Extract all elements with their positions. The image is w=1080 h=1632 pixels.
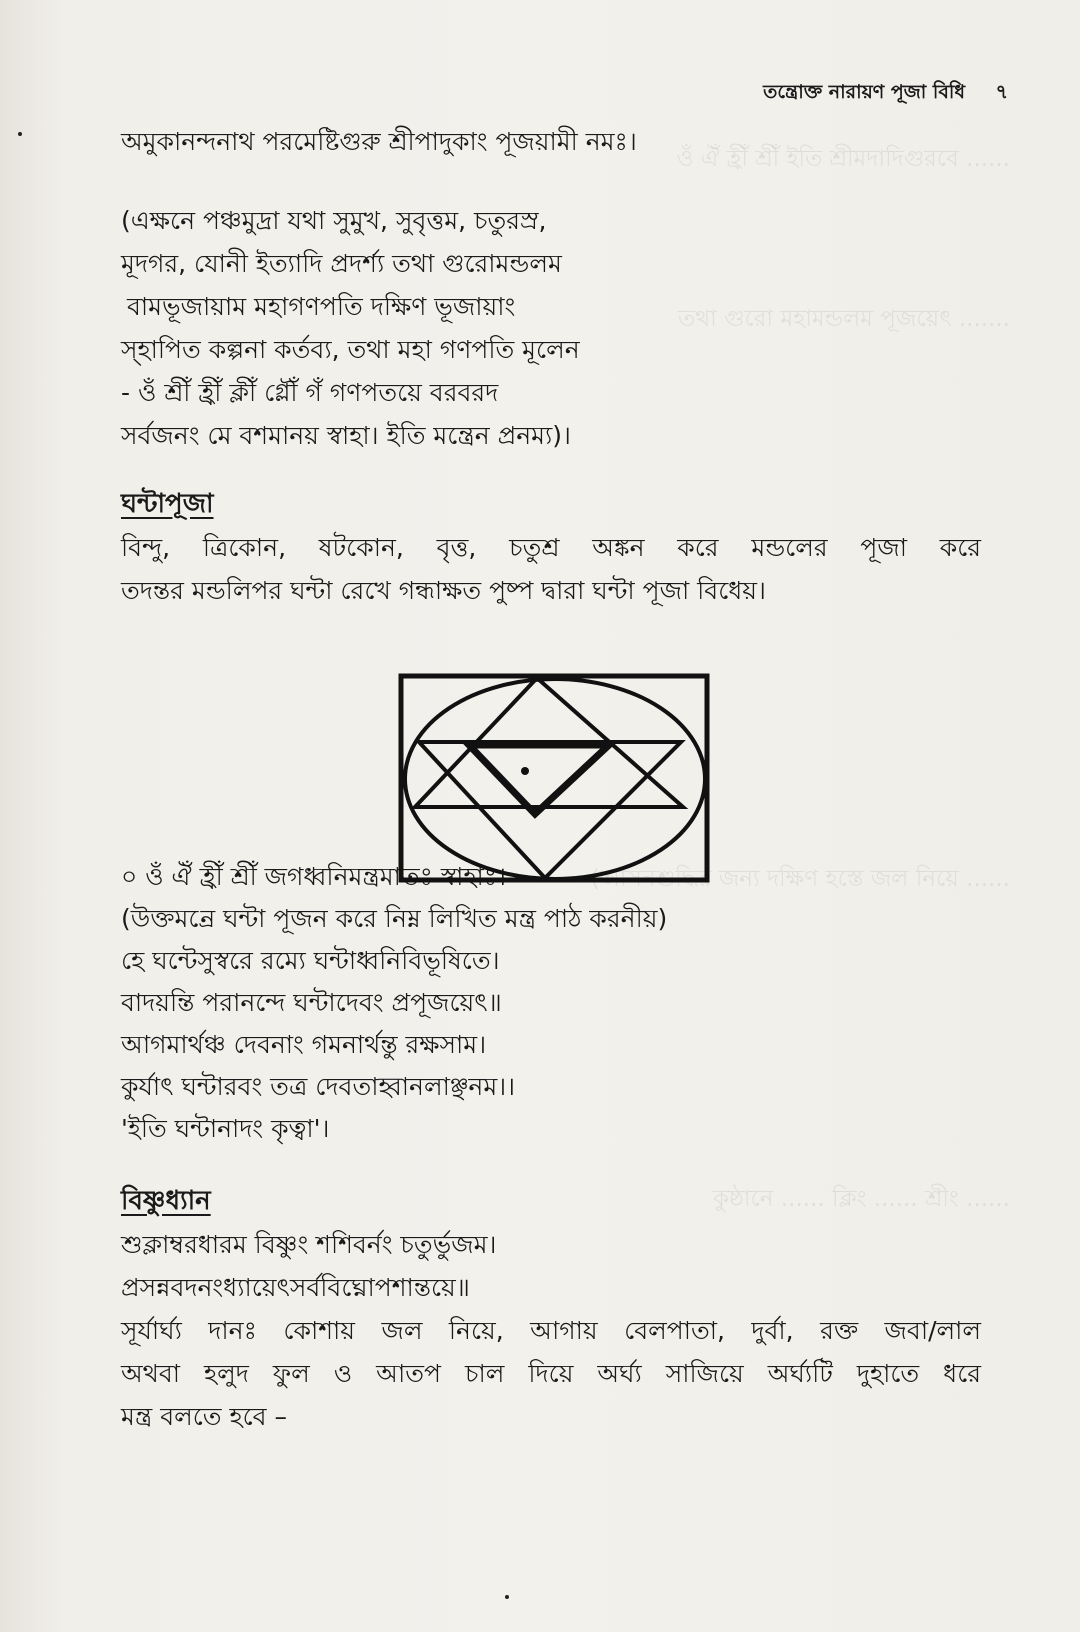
- paragraph-line: অথবা হলুদ ফুল ও আতপ চাল দিয়ে অর্ঘ্য সাজিয়ে অর্ঘ্যটি দুহাতে ধরে: [121, 1359, 981, 1388]
- speck: [18, 132, 22, 136]
- mantra-line: 'ইতি ঘন্টানাদং কৃত্বা'।: [121, 1114, 330, 1143]
- mantra-line: (উক্তমন্রে ঘন্টা পূজন করে নিম্ন লিখিত মন্ত্র পাঠ করনীয়): [121, 904, 668, 933]
- mantra-line: শুক্লাম্বরধারম বিষ্ণুং শশিবর্নং চতুর্ভুজম।: [121, 1230, 497, 1259]
- running-head: [763, 78, 1008, 110]
- bleed-through: ওঁ ঐঁ হ্রীঁ শ্রীঁ ইতি শ্রীমদাদিগুরবে ......: [676, 146, 1010, 172]
- speck: [505, 1595, 509, 1599]
- paragraph-line: মন্ত্র বলতে হবে –: [121, 1402, 288, 1431]
- text-line: স্হাপিত কল্পনা কর্তব্য, তথা মহা গণপতি মূলেন: [121, 335, 580, 364]
- bleed-through: (আসনশুদ্ধির জন্য দক্ষিণ হস্তে জল নিয়ে ......: [590, 866, 1010, 892]
- section-heading-ghanta: ঘন্টাপূজা: [121, 489, 214, 519]
- page-number: ৭: [995, 81, 1008, 103]
- mandala-diagram: [395, 672, 717, 884]
- text-line: (এক্ষনে পঞ্চমুদ্রা যথা সুমুখ, সুবৃত্তম, চতুরস্র,: [121, 206, 547, 235]
- paragraph-line: সূর্যার্ঘ্য দানঃ কোশায় জল নিয়ে, আগায় বেলপাতা, দুর্বা, রক্ত জবা/লাল: [121, 1316, 981, 1345]
- text-line: মূদগর, যোনী ইত্যাদি প্রদর্শ্য তথা গুরোমন্ডলম: [121, 249, 562, 278]
- mantra-line: প্রসন্নবদনংধ্যায়েৎসর্ববিঘ্নোপশান্তয়ে॥: [121, 1273, 470, 1302]
- text-line: অমুকানন্দনাথ পরমেষ্টিগুরু শ্রীপাদুকাং পূজয়ামী নমঃ।: [121, 127, 637, 156]
- paragraph-line: তদন্তর মন্ডলিপর ঘন্টা রেখে গন্ধাক্ষত পুষ্প দ্বারা ঘন্টা পূজা বিধেয়।: [121, 576, 766, 605]
- mantra-line: ০ ওঁ ঐঁ হ্রীঁ শ্রীঁ জগধ্বনিমন্ত্রমাতঃ স্বাহাঃ।: [121, 862, 507, 891]
- mantra-line: আগমার্থঞ্চ দেবনাং গমনার্থন্তু রক্ষসাম।: [121, 1030, 487, 1059]
- header-title: তন্ত্রোক্ত নারায়ণ পূজা বিধি: [763, 81, 966, 103]
- diagram-inner-triangle: [469, 745, 609, 814]
- mantra-line: হে ঘন্টেসুস্বরে রম্যে ঘন্টাধ্বনিবিভূষিতে।: [121, 946, 500, 975]
- bleed-through: কুষ্ঠানে ...... ক্লিং ...... শ্রীং ......: [712, 1186, 1010, 1212]
- mantra-line: কুর্যাৎ ঘন্টারবং তত্র দেবতাহ্বানলাঞ্ছনম।।: [121, 1072, 516, 1101]
- text-line: বামভূজায়াম মহাগণপতি দক্ষিণ ভূজায়াং: [127, 292, 516, 321]
- text-line: - ওঁ শ্রীঁ হ্রীঁ ক্লীঁ গ্লৌঁ গঁ গণপতয়ে বরবরদ: [121, 378, 499, 407]
- diagram-circle: [405, 679, 705, 879]
- diagram-bindu: [521, 767, 529, 775]
- mantra-line: বাদয়ন্তি পরানন্দে ঘন্টাদেবং প্রপূজয়েৎ॥: [121, 988, 502, 1017]
- section-heading-vishnu: বিষ্ণুধ্যান: [121, 1186, 211, 1216]
- text-line: সর্বজনং মে বশমানয় স্বাহা। ইতি মন্ত্রেন প্রনম্য)।: [121, 421, 571, 450]
- bleed-through: তথা গুরো মহামন্ডলম পূজয়েৎ .......: [677, 306, 1010, 332]
- paragraph-line: বিন্দু, ত্রিকোন, ষটকোন, বৃত্ত, চতুশ্র অঙ্কন করে মন্ডলের পূজা করে: [121, 533, 981, 562]
